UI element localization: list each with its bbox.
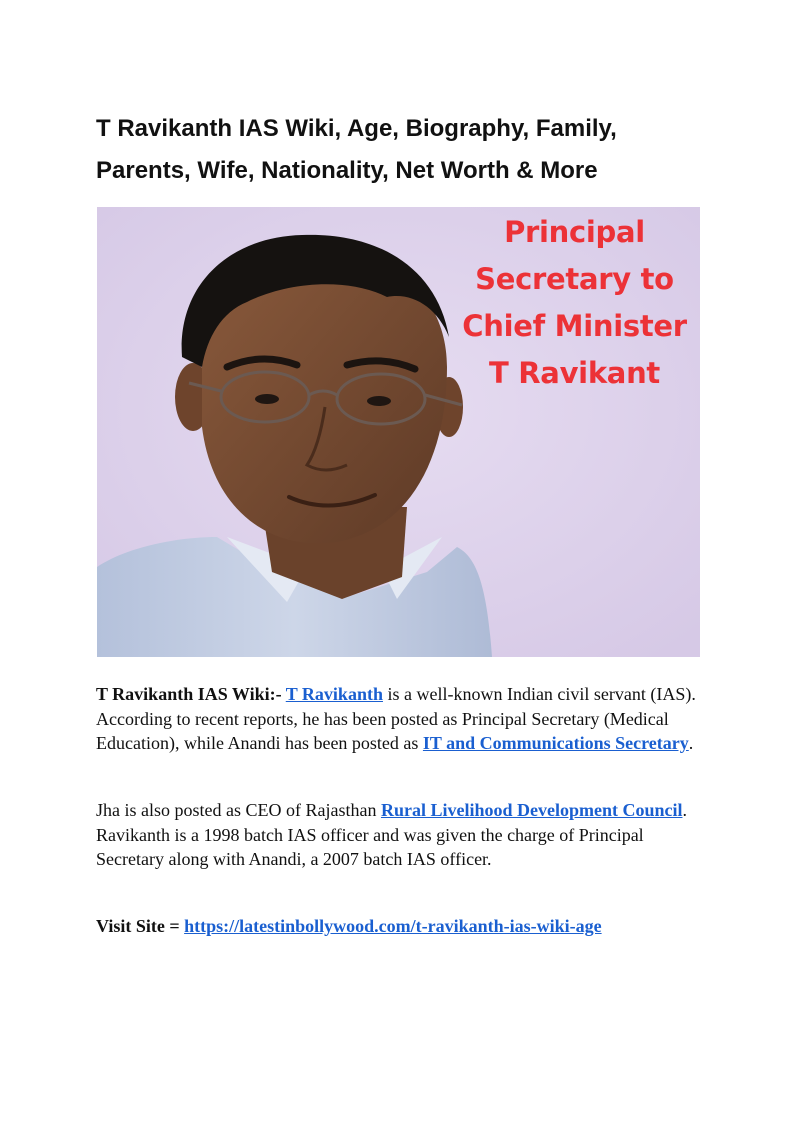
- page-title: T Ravikanth IAS Wiki, Age, Biography, Family, Parents, Wife, Nationality, Net Worth & More: [96, 115, 617, 184]
- intro-lead: T Ravikanth IAS Wiki:-: [96, 684, 286, 704]
- rural-livelihood-link[interactable]: Rural Livelihood Development Council: [380, 800, 683, 820]
- paragraph-intro: [96, 682, 706, 756]
- caption-line: Chief Minister: [462, 309, 687, 343]
- visit-site-label: Visit Site =: [96, 916, 185, 936]
- hero-image: [97, 207, 700, 657]
- visit-site-line: [96, 914, 706, 939]
- image-caption: [442, 209, 700, 397]
- intro-end: .: [688, 733, 694, 753]
- caption-line: Secretary to: [475, 262, 674, 296]
- paragraph-details: [96, 798, 706, 872]
- intro-text: is a well-known Indian civil servant (IAS). According to recent reports, he has been posted as Principal Secretary (Medical Education), while Anandi has been posted as: [96, 684, 696, 753]
- it-communications-link[interactable]: IT and Communications Secretary: [422, 733, 689, 753]
- t-ravikanth-link[interactable]: T Ravikanth: [285, 684, 383, 704]
- details-text: Jha is also posted as CEO of Rajasthan: [96, 800, 381, 820]
- details-text-end: . Ravikanth is a 1998 batch IAS officer and was given the charge of Principal Secretary along with Anandi, a 2007 batch IAS officer.: [96, 800, 687, 869]
- visit-site-link[interactable]: https://latestinbollywood.com/t-ravikanth-ias-wiki-age: [184, 916, 602, 936]
- caption-line: T Ravikant: [489, 356, 660, 390]
- caption-line: Principal: [504, 215, 645, 249]
